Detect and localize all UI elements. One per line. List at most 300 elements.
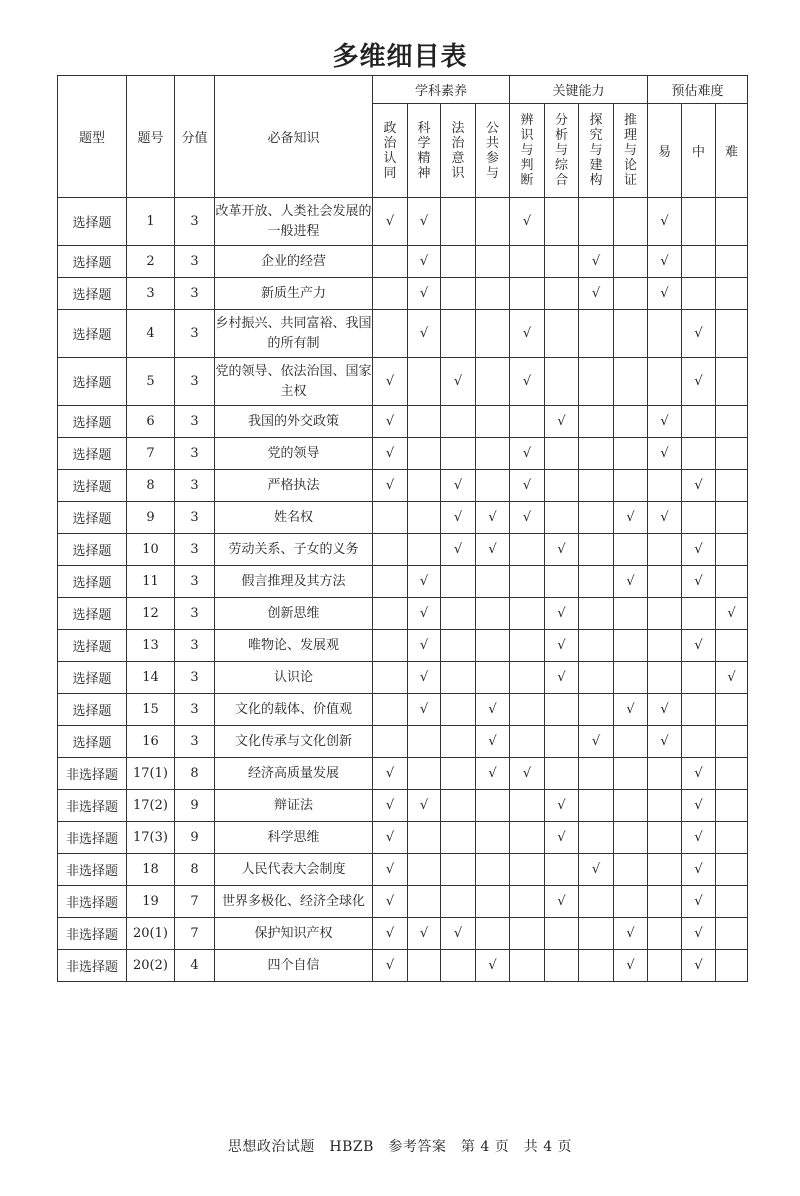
check-mark: √ <box>545 886 579 918</box>
row-knowledge: 文化传承与文化创新 <box>215 726 373 758</box>
check-mark: √ <box>545 406 579 438</box>
header-literacy-political: 政治认同 <box>373 104 408 198</box>
row-knowledge: 创新思维 <box>215 598 373 630</box>
empty-cell <box>476 598 510 630</box>
empty-cell <box>476 406 510 438</box>
empty-cell <box>510 918 545 950</box>
empty-cell <box>545 358 579 406</box>
table-row <box>58 630 748 662</box>
check-mark: √ <box>545 790 579 822</box>
empty-cell <box>579 502 614 534</box>
check-mark: √ <box>716 662 748 694</box>
empty-cell <box>441 246 476 278</box>
check-mark: √ <box>373 438 408 470</box>
empty-cell <box>614 406 648 438</box>
row-knowledge: 假言推理及其方法 <box>215 566 373 598</box>
empty-cell <box>510 534 545 566</box>
table-row <box>58 502 748 534</box>
empty-cell <box>682 662 716 694</box>
check-mark: √ <box>373 790 408 822</box>
check-mark: √ <box>682 918 716 950</box>
empty-cell <box>579 758 614 790</box>
empty-cell <box>510 566 545 598</box>
row-score: 3 <box>175 278 215 310</box>
empty-cell <box>716 406 748 438</box>
row-score: 3 <box>175 566 215 598</box>
table-row <box>58 246 748 278</box>
specification-table <box>57 75 748 982</box>
empty-cell <box>476 630 510 662</box>
empty-cell <box>614 598 648 630</box>
check-mark: √ <box>648 406 682 438</box>
check-mark: √ <box>373 854 408 886</box>
row-knowledge: 经济高质量发展 <box>215 758 373 790</box>
check-mark: √ <box>682 886 716 918</box>
row-number: 20(1) <box>127 918 175 950</box>
empty-cell <box>373 534 408 566</box>
empty-cell <box>716 566 748 598</box>
empty-cell <box>614 438 648 470</box>
table-row <box>58 758 748 790</box>
empty-cell <box>476 854 510 886</box>
row-number: 19 <box>127 886 175 918</box>
check-mark: √ <box>441 534 476 566</box>
empty-cell <box>510 278 545 310</box>
empty-cell <box>682 598 716 630</box>
empty-cell <box>373 566 408 598</box>
table-row <box>58 358 748 406</box>
row-score: 3 <box>175 630 215 662</box>
check-mark: √ <box>682 758 716 790</box>
empty-cell <box>648 854 682 886</box>
empty-cell <box>579 566 614 598</box>
check-mark: √ <box>716 598 748 630</box>
check-mark: √ <box>545 534 579 566</box>
empty-cell <box>648 630 682 662</box>
empty-cell <box>716 726 748 758</box>
check-mark: √ <box>373 470 408 502</box>
empty-cell <box>614 662 648 694</box>
empty-cell <box>716 502 748 534</box>
empty-cell <box>648 566 682 598</box>
empty-cell <box>441 406 476 438</box>
empty-cell <box>545 950 579 982</box>
empty-cell <box>545 694 579 726</box>
empty-cell <box>510 822 545 854</box>
check-mark: √ <box>510 198 545 246</box>
empty-cell <box>579 470 614 502</box>
row-knowledge: 乡村振兴、共同富裕、我国的所有制 <box>215 310 373 358</box>
row-number: 15 <box>127 694 175 726</box>
check-mark: √ <box>614 950 648 982</box>
empty-cell <box>545 198 579 246</box>
empty-cell <box>648 470 682 502</box>
row-score: 8 <box>175 758 215 790</box>
check-mark: √ <box>648 438 682 470</box>
row-knowledge: 四个自信 <box>215 950 373 982</box>
row-number: 6 <box>127 406 175 438</box>
check-mark: √ <box>510 438 545 470</box>
table-row <box>58 470 748 502</box>
empty-cell <box>614 790 648 822</box>
empty-cell <box>614 358 648 406</box>
empty-cell <box>373 502 408 534</box>
row-type: 选择题 <box>58 358 127 406</box>
check-mark: √ <box>476 950 510 982</box>
row-type: 选择题 <box>58 598 127 630</box>
row-number: 8 <box>127 470 175 502</box>
check-mark: √ <box>648 694 682 726</box>
check-mark: √ <box>373 950 408 982</box>
row-score: 3 <box>175 246 215 278</box>
row-type: 选择题 <box>58 534 127 566</box>
empty-cell <box>441 598 476 630</box>
empty-cell <box>441 950 476 982</box>
empty-cell <box>476 790 510 822</box>
empty-cell <box>408 950 441 982</box>
row-score: 8 <box>175 854 215 886</box>
table-row <box>58 598 748 630</box>
empty-cell <box>476 566 510 598</box>
header-difficulty-medium: 中 <box>682 104 716 198</box>
empty-cell <box>476 246 510 278</box>
empty-cell <box>614 822 648 854</box>
check-mark: √ <box>441 470 476 502</box>
row-number: 4 <box>127 310 175 358</box>
empty-cell <box>510 694 545 726</box>
empty-cell <box>373 246 408 278</box>
row-score: 7 <box>175 918 215 950</box>
table-row <box>58 726 748 758</box>
empty-cell <box>373 630 408 662</box>
empty-cell <box>579 598 614 630</box>
empty-cell <box>476 918 510 950</box>
row-knowledge: 改革开放、人类社会发展的一般进程 <box>215 198 373 246</box>
check-mark: √ <box>682 470 716 502</box>
check-mark: √ <box>373 198 408 246</box>
empty-cell <box>648 358 682 406</box>
empty-cell <box>545 726 579 758</box>
table-row <box>58 310 748 358</box>
check-mark: √ <box>682 950 716 982</box>
empty-cell <box>614 278 648 310</box>
check-mark: √ <box>510 310 545 358</box>
row-score: 3 <box>175 310 215 358</box>
check-mark: √ <box>682 822 716 854</box>
empty-cell <box>579 198 614 246</box>
check-mark: √ <box>476 758 510 790</box>
empty-cell <box>648 950 682 982</box>
row-type: 非选择题 <box>58 758 127 790</box>
empty-cell <box>545 918 579 950</box>
empty-cell <box>408 886 441 918</box>
empty-cell <box>545 502 579 534</box>
row-type: 选择题 <box>58 470 127 502</box>
table-row <box>58 662 748 694</box>
empty-cell <box>545 470 579 502</box>
empty-cell <box>579 310 614 358</box>
check-mark: √ <box>408 246 441 278</box>
empty-cell <box>614 198 648 246</box>
check-mark: √ <box>373 358 408 406</box>
row-type: 非选择题 <box>58 918 127 950</box>
empty-cell <box>648 790 682 822</box>
empty-cell <box>476 822 510 854</box>
check-mark: √ <box>408 630 441 662</box>
empty-cell <box>614 470 648 502</box>
empty-cell <box>579 822 614 854</box>
row-knowledge: 辩证法 <box>215 790 373 822</box>
row-score: 3 <box>175 438 215 470</box>
empty-cell <box>510 406 545 438</box>
empty-cell <box>716 822 748 854</box>
check-mark: √ <box>408 918 441 950</box>
empty-cell <box>408 854 441 886</box>
header-knowledge: 必备知识 <box>215 76 373 198</box>
row-score: 7 <box>175 886 215 918</box>
empty-cell <box>579 918 614 950</box>
row-knowledge: 我国的外交政策 <box>215 406 373 438</box>
empty-cell <box>510 886 545 918</box>
empty-cell <box>476 662 510 694</box>
check-mark: √ <box>408 598 441 630</box>
empty-cell <box>716 854 748 886</box>
header-literacy-science: 科学精神 <box>408 104 441 198</box>
empty-cell <box>716 886 748 918</box>
row-number: 3 <box>127 278 175 310</box>
empty-cell <box>579 534 614 566</box>
empty-cell <box>441 198 476 246</box>
check-mark: √ <box>682 790 716 822</box>
row-knowledge: 文化的载体、价值观 <box>215 694 373 726</box>
empty-cell <box>441 790 476 822</box>
empty-cell <box>373 726 408 758</box>
empty-cell <box>476 278 510 310</box>
empty-cell <box>441 758 476 790</box>
empty-cell <box>476 358 510 406</box>
row-type: 选择题 <box>58 630 127 662</box>
empty-cell <box>716 534 748 566</box>
check-mark: √ <box>408 694 441 726</box>
empty-cell <box>510 950 545 982</box>
row-score: 3 <box>175 598 215 630</box>
empty-cell <box>716 918 748 950</box>
check-mark: √ <box>373 918 408 950</box>
row-type: 选择题 <box>58 726 127 758</box>
row-type: 选择题 <box>58 198 127 246</box>
empty-cell <box>682 198 716 246</box>
empty-cell <box>476 438 510 470</box>
header-number: 题号 <box>127 76 175 198</box>
header-type: 题型 <box>58 76 127 198</box>
row-score: 3 <box>175 694 215 726</box>
empty-cell <box>408 758 441 790</box>
empty-cell <box>579 694 614 726</box>
check-mark: √ <box>682 534 716 566</box>
table-row <box>58 406 748 438</box>
header-group-literacy: 学科素养 <box>373 76 510 104</box>
empty-cell <box>408 726 441 758</box>
check-mark: √ <box>476 502 510 534</box>
row-score: 3 <box>175 534 215 566</box>
row-number: 10 <box>127 534 175 566</box>
row-type: 非选择题 <box>58 790 127 822</box>
check-mark: √ <box>373 758 408 790</box>
check-mark: √ <box>510 470 545 502</box>
check-mark: √ <box>648 278 682 310</box>
row-number: 2 <box>127 246 175 278</box>
empty-cell <box>510 854 545 886</box>
empty-cell <box>579 438 614 470</box>
row-number: 17(1) <box>127 758 175 790</box>
row-knowledge: 企业的经营 <box>215 246 373 278</box>
row-number: 17(3) <box>127 822 175 854</box>
check-mark: √ <box>408 790 441 822</box>
check-mark: √ <box>579 854 614 886</box>
check-mark: √ <box>476 726 510 758</box>
row-knowledge: 劳动关系、子女的义务 <box>215 534 373 566</box>
table-row <box>58 854 748 886</box>
row-knowledge: 新质生产力 <box>215 278 373 310</box>
empty-cell <box>648 758 682 790</box>
check-mark: √ <box>614 502 648 534</box>
empty-cell <box>545 246 579 278</box>
empty-cell <box>476 470 510 502</box>
empty-cell <box>682 694 716 726</box>
table-row <box>58 438 748 470</box>
empty-cell <box>510 662 545 694</box>
row-type: 选择题 <box>58 406 127 438</box>
check-mark: √ <box>510 758 545 790</box>
header-difficulty-hard: 难 <box>716 104 748 198</box>
check-mark: √ <box>441 918 476 950</box>
check-mark: √ <box>682 358 716 406</box>
table-body <box>58 198 748 982</box>
row-score: 3 <box>175 470 215 502</box>
table-row <box>58 918 748 950</box>
empty-cell <box>682 438 716 470</box>
check-mark: √ <box>545 662 579 694</box>
row-type: 选择题 <box>58 694 127 726</box>
empty-cell <box>682 406 716 438</box>
empty-cell <box>545 566 579 598</box>
check-mark: √ <box>648 502 682 534</box>
check-mark: √ <box>614 694 648 726</box>
row-number: 13 <box>127 630 175 662</box>
check-mark: √ <box>579 246 614 278</box>
row-score: 3 <box>175 358 215 406</box>
empty-cell <box>614 630 648 662</box>
table-row <box>58 278 748 310</box>
empty-cell <box>441 694 476 726</box>
row-score: 9 <box>175 790 215 822</box>
row-knowledge: 认识论 <box>215 662 373 694</box>
row-type: 非选择题 <box>58 854 127 886</box>
check-mark: √ <box>408 198 441 246</box>
empty-cell <box>716 246 748 278</box>
empty-cell <box>716 358 748 406</box>
header-literacy-law: 法治意识 <box>441 104 476 198</box>
row-number: 16 <box>127 726 175 758</box>
empty-cell <box>579 950 614 982</box>
empty-cell <box>648 886 682 918</box>
check-mark: √ <box>441 358 476 406</box>
row-score: 3 <box>175 726 215 758</box>
row-knowledge: 严格执法 <box>215 470 373 502</box>
page-title: 多维细目表 <box>332 42 468 72</box>
empty-cell <box>441 438 476 470</box>
empty-cell <box>408 358 441 406</box>
header-ability-identify: 辨识与判断 <box>510 104 545 198</box>
row-number: 9 <box>127 502 175 534</box>
row-knowledge: 科学思维 <box>215 822 373 854</box>
empty-cell <box>408 502 441 534</box>
empty-cell <box>476 886 510 918</box>
row-type: 选择题 <box>58 246 127 278</box>
row-type: 选择题 <box>58 662 127 694</box>
empty-cell <box>408 406 441 438</box>
empty-cell <box>682 246 716 278</box>
empty-cell <box>373 278 408 310</box>
row-score: 3 <box>175 406 215 438</box>
empty-cell <box>408 438 441 470</box>
empty-cell <box>716 694 748 726</box>
check-mark: √ <box>545 598 579 630</box>
empty-cell <box>579 790 614 822</box>
row-number: 18 <box>127 854 175 886</box>
table-row <box>58 534 748 566</box>
empty-cell <box>441 310 476 358</box>
empty-cell <box>476 310 510 358</box>
empty-cell <box>545 310 579 358</box>
empty-cell <box>441 278 476 310</box>
header-difficulty-easy: 易 <box>648 104 682 198</box>
empty-cell <box>648 662 682 694</box>
empty-cell <box>441 822 476 854</box>
row-type: 非选择题 <box>58 950 127 982</box>
empty-cell <box>716 278 748 310</box>
empty-cell <box>441 630 476 662</box>
empty-cell <box>545 854 579 886</box>
empty-cell <box>441 726 476 758</box>
empty-cell <box>614 534 648 566</box>
empty-cell <box>716 950 748 982</box>
check-mark: √ <box>545 630 579 662</box>
check-mark: √ <box>510 358 545 406</box>
table-row <box>58 790 748 822</box>
table-row <box>58 886 748 918</box>
row-knowledge: 党的领导、依法治国、国家主权 <box>215 358 373 406</box>
check-mark: √ <box>682 854 716 886</box>
row-knowledge: 姓名权 <box>215 502 373 534</box>
empty-cell <box>614 854 648 886</box>
row-number: 17(2) <box>127 790 175 822</box>
check-mark: √ <box>373 886 408 918</box>
empty-cell <box>579 662 614 694</box>
empty-cell <box>510 598 545 630</box>
empty-cell <box>682 726 716 758</box>
check-mark: √ <box>441 502 476 534</box>
header-ability-analyze: 分析与综合 <box>545 104 579 198</box>
empty-cell <box>545 758 579 790</box>
header-ability-reason: 推理与论证 <box>614 104 648 198</box>
empty-cell <box>716 470 748 502</box>
header-score: 分值 <box>175 76 215 198</box>
check-mark: √ <box>614 918 648 950</box>
empty-cell <box>510 246 545 278</box>
empty-cell <box>716 630 748 662</box>
check-mark: √ <box>614 566 648 598</box>
